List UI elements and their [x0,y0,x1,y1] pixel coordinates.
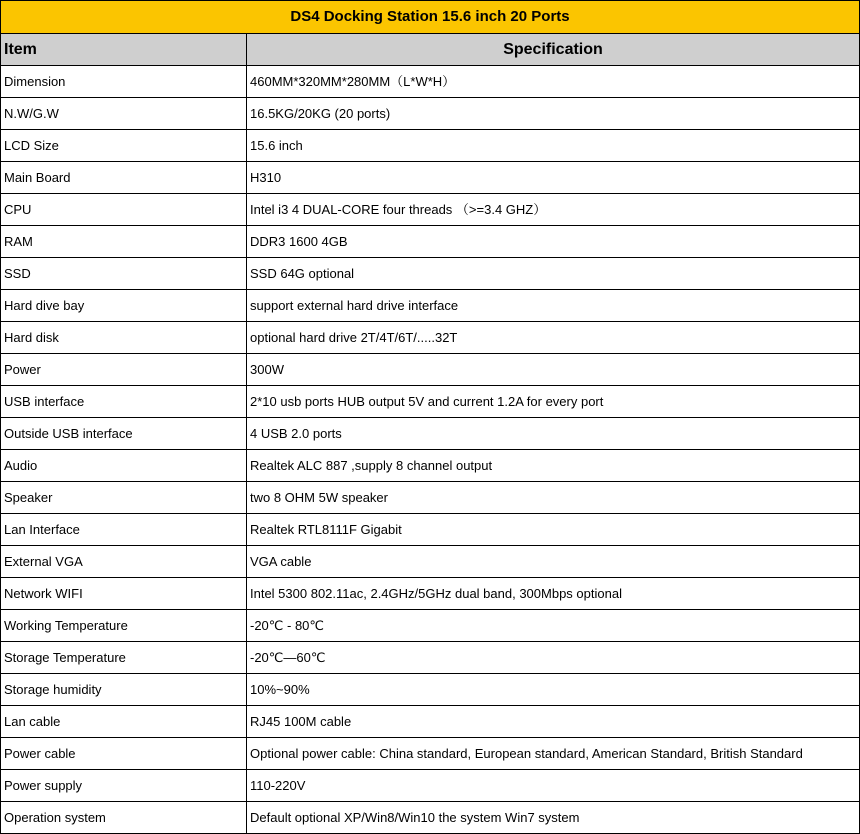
table-row [1,482,860,514]
item-cell: SSD [1,258,247,290]
item-cell: USB interface [1,386,247,418]
table-row [1,322,860,354]
table-row [1,418,860,450]
item-cell: Storage humidity [1,674,247,706]
spec-cell: DDR3 1600 4GB [247,226,860,258]
item-cell: Network WIFI [1,578,247,610]
spec-cell: 4 USB 2.0 ports [247,418,860,450]
item-cell: Power [1,354,247,386]
spec-cell: optional hard drive 2T/4T/6T/.....32T [247,322,860,354]
table-row [1,386,860,418]
item-cell: CPU [1,194,247,226]
item-cell: Operation system [1,802,247,834]
spec-cell: SSD 64G optional [247,258,860,290]
item-cell: Lan Interface [1,514,247,546]
spec-cell: support external hard drive interface [247,290,860,322]
spec-table-body [1,66,860,834]
spec-cell: two 8 OHM 5W speaker [247,482,860,514]
header-row [1,34,860,66]
item-cell: Power cable [1,738,247,770]
spec-cell: RJ45 100M cable [247,706,860,738]
table-row [1,706,860,738]
spec-cell: Realtek ALC 887 ,supply 8 channel output [247,450,860,482]
spec-cell: VGA cable [247,546,860,578]
table-row [1,66,860,98]
item-cell: Hard dive bay [1,290,247,322]
spec-cell: 300W [247,354,860,386]
item-cell: Audio [1,450,247,482]
item-cell: Dimension [1,66,247,98]
table-row [1,258,860,290]
table-row [1,674,860,706]
item-cell: Lan cable [1,706,247,738]
spec-cell: 110-220V [247,770,860,802]
item-cell: Power supply [1,770,247,802]
spec-cell: 2*10 usb ports HUB output 5V and current 1.2A for every port [247,386,860,418]
table-row [1,546,860,578]
spec-cell: Optional power cable: China standard, European standard, American Standard, British Standard [247,738,860,770]
table-row [1,610,860,642]
spec-cell: Intel i3 4 DUAL-CORE four threads （>=3.4 GHZ） [247,194,860,226]
item-column-header: Item [1,34,247,66]
table-row [1,354,860,386]
title-row [1,1,860,34]
table-row [1,802,860,834]
item-cell: LCD Size [1,130,247,162]
item-cell: RAM [1,226,247,258]
table-title: DS4 Docking Station 15.6 inch 20 Ports [1,1,860,34]
table-row [1,770,860,802]
item-cell: Working Temperature [1,610,247,642]
table-row [1,162,860,194]
spec-cell: 16.5KG/20KG (20 ports) [247,98,860,130]
item-cell: Outside USB interface [1,418,247,450]
specification-column-header: Specification [247,34,860,66]
item-cell: N.W/G.W [1,98,247,130]
item-cell: Storage Temperature [1,642,247,674]
spec-cell: 10%~90% [247,674,860,706]
table-row [1,450,860,482]
spec-cell: -20℃ - 80℃ [247,610,860,642]
spec-cell: Default optional XP/Win8/Win10 the system Win7 system [247,802,860,834]
spec-cell: H310 [247,162,860,194]
spec-cell: Intel 5300 802.11ac, 2.4GHz/5GHz dual band, 300Mbps optional [247,578,860,610]
table-row [1,290,860,322]
item-cell: Hard disk [1,322,247,354]
table-row [1,642,860,674]
table-row [1,578,860,610]
spec-cell: Realtek RTL8111F Gigabit [247,514,860,546]
table-row [1,514,860,546]
item-cell: Main Board [1,162,247,194]
spec-cell: 15.6 inch [247,130,860,162]
spec-cell: -20℃—60℃ [247,642,860,674]
table-row [1,130,860,162]
table-row [1,226,860,258]
table-row [1,738,860,770]
item-cell: External VGA [1,546,247,578]
table-row [1,98,860,130]
table-row [1,194,860,226]
spec-cell: 460MM*320MM*280MM（L*W*H） [247,66,860,98]
item-cell: Speaker [1,482,247,514]
